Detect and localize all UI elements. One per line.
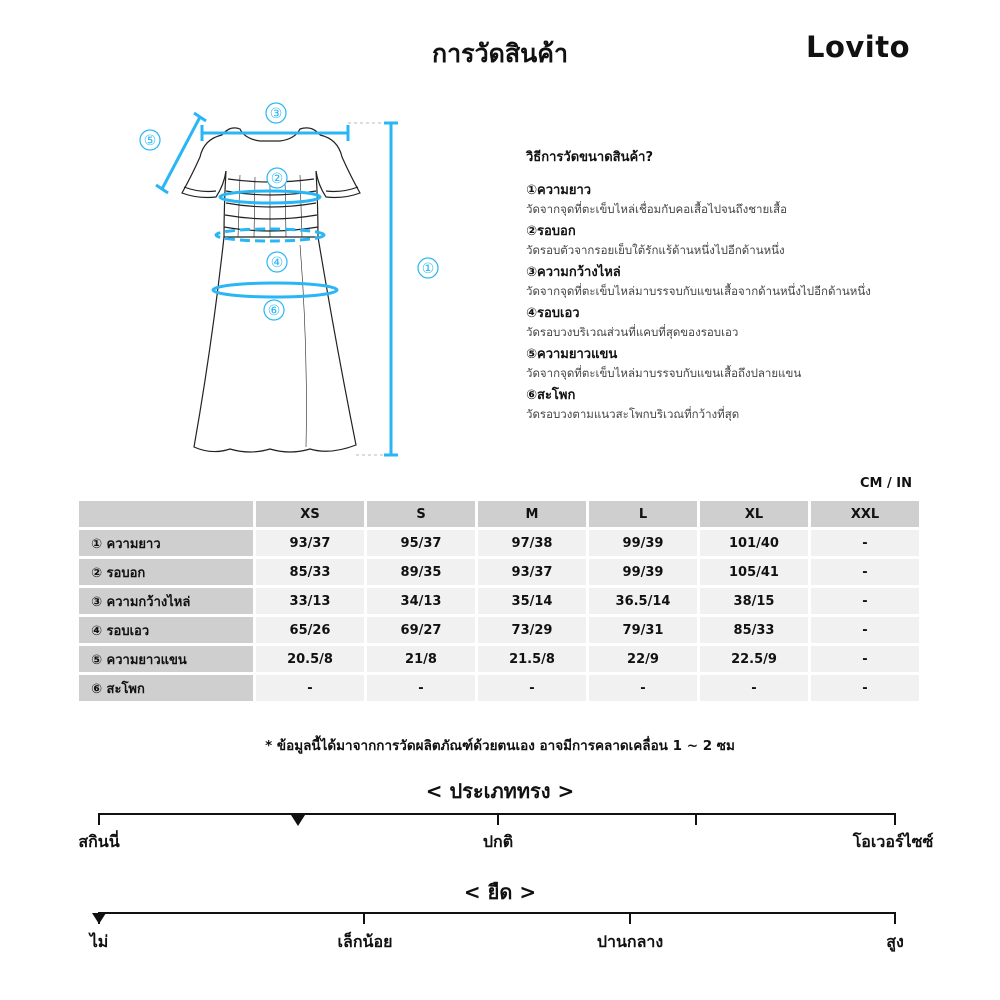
guide-step xyxy=(526,263,986,301)
table-cell: 97/38 xyxy=(478,530,586,556)
guide-heading: วิธีการวัดขนาดสินค้า? xyxy=(526,150,654,165)
step-description: วัดจากจุดที่ตะเข็บไหล่มาบรรจบกับแขนเสื้อถึงปลายแขน xyxy=(526,366,802,380)
guide-step xyxy=(526,386,986,424)
table-cell: 33/13 xyxy=(256,588,364,614)
step-description: วัดจากจุดที่ตะเข็บไหล่เชื่อมกับคอเสื้อไปจนถึงชายเสื้อ xyxy=(526,202,788,216)
step-description: วัดจากจุดที่ตะเข็บไหล่มาบรรจบกับแขนเสื้อจากด้านหนึ่งไปอีกด้านหนึ่ง xyxy=(526,284,871,298)
table-header-row xyxy=(79,501,919,527)
row-label: ⑤ ความยาวแขน xyxy=(79,646,253,672)
guide-step xyxy=(526,222,986,260)
table-cell: - xyxy=(256,675,364,701)
table-cell: 21.5/8 xyxy=(478,646,586,672)
table-cell: 35/14 xyxy=(478,588,586,614)
table-cell: 89/35 xyxy=(367,559,475,585)
stretch-label-slight: เล็กน้อย xyxy=(337,932,393,951)
marker-6-label: ⑥ xyxy=(267,303,281,319)
page-title: การวัดสินค้า xyxy=(432,39,568,68)
table-cell: - xyxy=(700,675,808,701)
table-corner-cell xyxy=(79,501,253,527)
stretch-scale-marker xyxy=(92,913,106,924)
size-header: M xyxy=(478,501,586,527)
row-label: ① ความยาว xyxy=(79,530,253,556)
size-header: XL xyxy=(700,501,808,527)
table-cell: - xyxy=(811,675,919,701)
fit-label-skinny: สกินนี่ xyxy=(78,832,120,851)
marker-2-label: ② xyxy=(270,171,284,187)
table-cell: 36.5/14 xyxy=(589,588,697,614)
table-cell: - xyxy=(811,588,919,614)
guide-step xyxy=(526,304,986,342)
row-label: ⑥ สะโพก xyxy=(79,675,253,701)
fit-label-regular: ปกติ xyxy=(482,832,514,851)
table-cell: 93/37 xyxy=(256,530,364,556)
stretch-label-medium: ปานกลาง xyxy=(596,932,664,951)
stretch-label-high: สูง xyxy=(886,932,904,951)
size-header: S xyxy=(367,501,475,527)
table-cell: 73/29 xyxy=(478,617,586,643)
fit-scale-tick xyxy=(497,813,499,825)
table-cell: 99/39 xyxy=(589,559,697,585)
table-cell: 38/15 xyxy=(700,588,808,614)
table-cell: - xyxy=(367,675,475,701)
table-cell: - xyxy=(811,646,919,672)
table-row xyxy=(79,559,919,585)
table-row xyxy=(79,675,919,701)
size-header: XS xyxy=(256,501,364,527)
marker-4-label: ④ xyxy=(270,255,284,271)
row-label: ③ ความกว้างไหล่ xyxy=(79,588,253,614)
table-cell: - xyxy=(811,559,919,585)
fit-label-oversize: โอเวอร์ไซซ์ xyxy=(852,832,934,851)
table-cell: 95/37 xyxy=(367,530,475,556)
table-cell: - xyxy=(811,530,919,556)
fit-scale-marker xyxy=(291,815,305,826)
stretch-scale-tick xyxy=(363,912,365,924)
table-row xyxy=(79,530,919,556)
measurement-note: * ข้อมูลนี้ได้มาจากการวัดผลิตภัณฑ์ด้วยตนเอง อาจมีการคลาดเคลื่อน 1 ~ 2 ซม xyxy=(265,738,735,754)
step-title: ⑥สะโพก xyxy=(526,388,576,403)
step-title: ②รอบอก xyxy=(526,224,576,239)
table-cell: 20.5/8 xyxy=(256,646,364,672)
table-cell: 22/9 xyxy=(589,646,697,672)
size-header: XXL xyxy=(811,501,919,527)
table-cell: 69/27 xyxy=(367,617,475,643)
brand-logo: Lovito xyxy=(806,30,911,64)
stretch-scale-tick xyxy=(629,912,631,924)
table-cell: - xyxy=(589,675,697,701)
fit-scale-tick xyxy=(98,813,100,825)
fit-scale-title: < ประเภททรง > xyxy=(425,779,575,803)
marker-1-label: ① xyxy=(421,261,435,277)
row-label: ④ รอบเอว xyxy=(79,617,253,643)
fit-scale-tick xyxy=(695,813,697,825)
table-row xyxy=(79,588,919,614)
table-cell: - xyxy=(478,675,586,701)
step-description: วัดรอบวงตามแนวสะโพกบริเวณที่กว้างที่สุด xyxy=(526,407,740,421)
fit-scale-tick xyxy=(894,813,896,825)
table-cell: 93/37 xyxy=(478,559,586,585)
guide-step xyxy=(526,181,986,219)
table-cell: 85/33 xyxy=(700,617,808,643)
marker-3-label: ③ xyxy=(269,106,283,122)
measurement-guide xyxy=(526,146,986,427)
stretch-scale-title: < ยืด > xyxy=(463,880,537,904)
dress-diagram xyxy=(120,95,460,475)
stretch-label-none: ไม่ xyxy=(89,932,109,951)
table-cell: 34/13 xyxy=(367,588,475,614)
stretch-scale-tick xyxy=(894,912,896,924)
size-header: L xyxy=(589,501,697,527)
step-description: วัดรอบตัวจากรอยเย็บใต้รักแร้ด้านหนึ่งไปอีกด้านหนึ่ง xyxy=(526,243,785,257)
table-cell: 21/8 xyxy=(367,646,475,672)
step-description: วัดรอบวงบริเวณส่วนที่แคบที่สุดของรอบเอว xyxy=(526,325,739,339)
size-table xyxy=(76,498,922,704)
table-cell: 79/31 xyxy=(589,617,697,643)
step-title: ④รอบเอว xyxy=(526,306,580,321)
table-cell: 105/41 xyxy=(700,559,808,585)
table-cell: 85/33 xyxy=(256,559,364,585)
marker-5-label: ⑤ xyxy=(143,133,157,149)
table-row xyxy=(79,646,919,672)
guide-step xyxy=(526,345,986,383)
step-title: ⑤ความยาวแขน xyxy=(526,347,618,362)
table-cell: 65/26 xyxy=(256,617,364,643)
table-cell: 101/40 xyxy=(700,530,808,556)
table-cell: - xyxy=(811,617,919,643)
table-cell: 22.5/9 xyxy=(700,646,808,672)
unit-label: CM / IN xyxy=(860,476,912,491)
step-title: ①ความยาว xyxy=(526,183,592,198)
stretch-scale-line xyxy=(98,912,896,914)
table-cell: 99/39 xyxy=(589,530,697,556)
step-title: ③ความกว้างไหล่ xyxy=(526,265,621,280)
table-row xyxy=(79,617,919,643)
row-label: ② รอบอก xyxy=(79,559,253,585)
